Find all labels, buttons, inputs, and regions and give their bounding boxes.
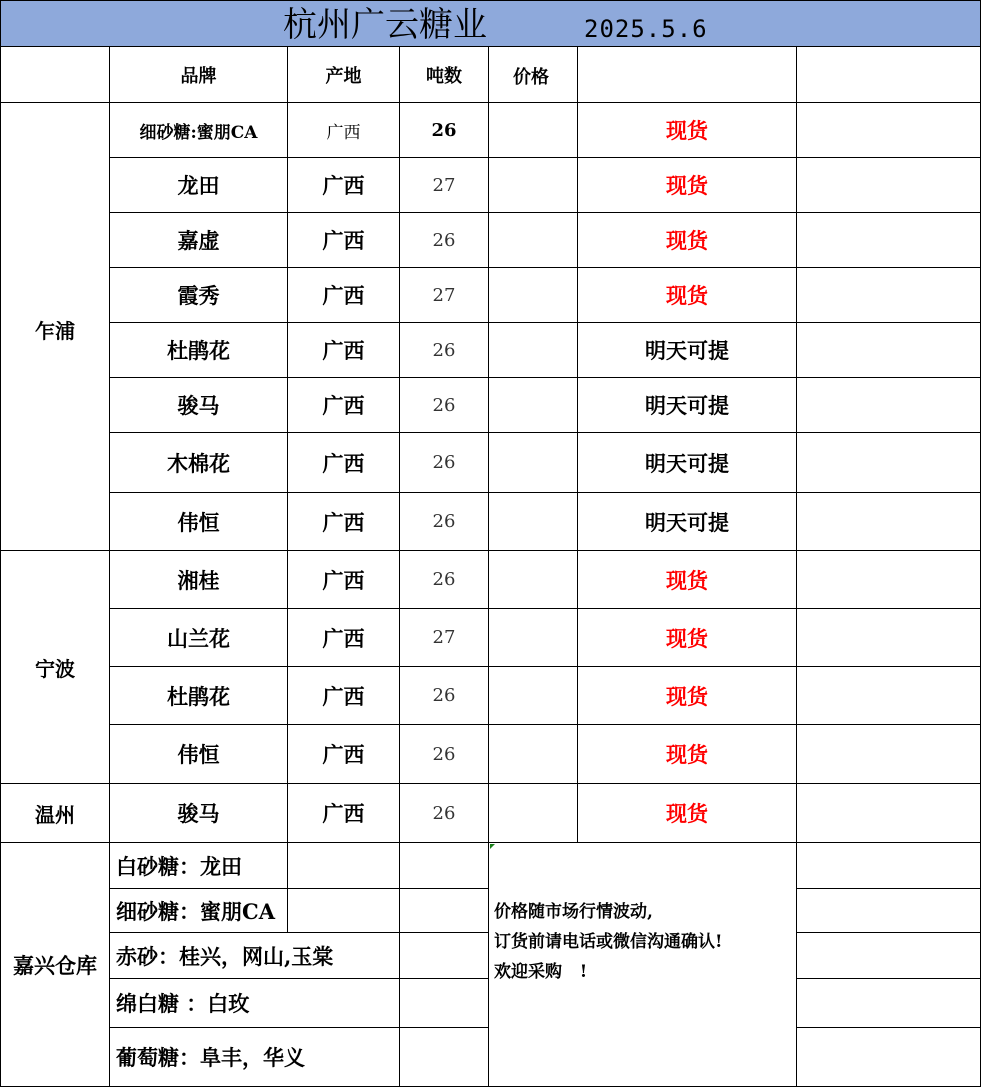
header-blank-cell	[0, 47, 110, 103]
origin-cell: 广西	[288, 667, 400, 725]
origin-cell: 广西	[288, 323, 400, 378]
price-cell	[489, 158, 578, 213]
status-cell: 现货	[578, 551, 797, 609]
status-cell: 现货	[578, 725, 797, 784]
brand-cell: 山兰花	[110, 609, 288, 667]
header-status-cell	[578, 47, 797, 103]
tonnage-cell: 26	[400, 493, 489, 551]
extra-cell	[797, 551, 981, 609]
status-cell: 现货	[578, 213, 797, 268]
warehouse-extra-cell	[797, 1028, 981, 1087]
origin-cell: 广西	[288, 784, 400, 843]
column-header-origin: 产地	[288, 47, 400, 103]
warehouse-item: 细砂糖：蜜朋CA	[110, 889, 288, 933]
brand-cell: 木棉花	[110, 433, 288, 493]
extra-cell	[797, 158, 981, 213]
note-line1: 价格随市场行情波动,	[494, 902, 653, 922]
company-title: 杭州广云糖业	[283, 5, 487, 45]
price-cell	[489, 323, 578, 378]
price-cell	[489, 784, 578, 843]
note-line2: 订货前请电话或微信沟通确认!	[494, 932, 723, 952]
brand-cell: 湘桂	[110, 551, 288, 609]
status-cell: 明天可提	[578, 378, 797, 433]
tonnage-cell: 26	[400, 551, 489, 609]
brand-cell: 伟恒	[110, 725, 288, 784]
origin-cell: 广西	[288, 378, 400, 433]
price-cell	[489, 725, 578, 784]
price-cell	[489, 493, 578, 551]
extra-cell	[797, 725, 981, 784]
warehouse-blank-cell	[400, 889, 489, 933]
note-line3: 欢迎采购 !	[494, 962, 588, 982]
status-cell: 现货	[578, 268, 797, 323]
location-jiaxing: 嘉兴仓库	[0, 843, 110, 1087]
column-header-price: 价格	[489, 47, 578, 103]
tonnage-cell: 26	[400, 667, 489, 725]
status-cell: 明天可提	[578, 493, 797, 551]
price-cell	[489, 103, 578, 158]
warehouse-blank-cell	[400, 843, 489, 889]
origin-cell: 广西	[288, 725, 400, 784]
brand-cell: 杜鹃花	[110, 323, 288, 378]
report-date: 2025.5.6	[584, 15, 708, 43]
location-wenzhou: 温州	[0, 784, 110, 843]
warehouse-blank-cell	[288, 843, 400, 889]
tonnage-cell: 26	[400, 323, 489, 378]
origin-cell: 广西	[288, 433, 400, 493]
extra-cell	[797, 268, 981, 323]
header-extra-cell	[797, 47, 981, 103]
status-cell: 现货	[578, 609, 797, 667]
tonnage-cell: 26	[400, 784, 489, 843]
origin-cell: 广西	[288, 103, 400, 158]
column-header-tonnage: 吨数	[400, 47, 489, 103]
extra-cell	[797, 213, 981, 268]
tonnage-cell: 27	[400, 158, 489, 213]
comment-indicator-icon	[490, 844, 495, 849]
tonnage-cell: 26	[400, 378, 489, 433]
price-cell	[489, 667, 578, 725]
warehouse-item: 白砂糖：龙田	[110, 843, 288, 889]
status-cell: 现货	[578, 667, 797, 725]
warehouse-item: 赤砂：桂兴，网山,玉棠	[110, 933, 400, 979]
title-banner	[0, 0, 981, 47]
location-ningbo: 宁波	[0, 551, 110, 784]
warehouse-extra-cell	[797, 979, 981, 1028]
brand-cell: 嘉虚	[110, 213, 288, 268]
brand-cell: 细砂糖:蜜朋CA	[110, 103, 288, 158]
tonnage-cell: 26	[400, 433, 489, 493]
extra-cell	[797, 433, 981, 493]
tonnage-cell: 26	[400, 725, 489, 784]
origin-cell: 广西	[288, 551, 400, 609]
warehouse-item: 葡萄糖：阜丰，华义	[110, 1028, 400, 1087]
price-cell	[489, 551, 578, 609]
brand-cell: 杜鹃花	[110, 667, 288, 725]
price-note	[489, 843, 797, 1087]
brand-cell: 骏马	[110, 784, 288, 843]
tonnage-cell: 27	[400, 268, 489, 323]
warehouse-blank-cell	[288, 889, 400, 933]
status-cell: 明天可提	[578, 323, 797, 378]
status-cell: 现货	[578, 158, 797, 213]
origin-cell: 广西	[288, 268, 400, 323]
extra-cell	[797, 103, 981, 158]
price-cell	[489, 268, 578, 323]
price-cell	[489, 433, 578, 493]
extra-cell	[797, 784, 981, 843]
status-cell: 明天可提	[578, 433, 797, 493]
origin-cell: 广西	[288, 158, 400, 213]
origin-cell: 广西	[288, 493, 400, 551]
brand-cell: 伟恒	[110, 493, 288, 551]
status-cell: 现货	[578, 784, 797, 843]
brand-cell: 霞秀	[110, 268, 288, 323]
price-cell	[489, 213, 578, 268]
warehouse-blank-cell	[400, 979, 489, 1028]
tonnage-cell: 27	[400, 609, 489, 667]
extra-cell	[797, 667, 981, 725]
brand-cell: 骏马	[110, 378, 288, 433]
status-cell: 现货	[578, 103, 797, 158]
warehouse-blank-cell	[400, 933, 489, 979]
tonnage-cell: 26	[400, 213, 489, 268]
extra-cell	[797, 378, 981, 433]
warehouse-extra-cell	[797, 933, 981, 979]
origin-cell: 广西	[288, 609, 400, 667]
warehouse-extra-cell	[797, 889, 981, 933]
column-header-brand: 品牌	[110, 47, 288, 103]
price-cell	[489, 609, 578, 667]
extra-cell	[797, 323, 981, 378]
warehouse-item: 绵白糖 ：白玫	[110, 979, 400, 1028]
location-zhapu: 乍浦	[0, 103, 110, 551]
price-cell	[489, 378, 578, 433]
extra-cell	[797, 493, 981, 551]
origin-cell: 广西	[288, 213, 400, 268]
brand-cell: 龙田	[110, 158, 288, 213]
tonnage-cell: 26	[400, 103, 489, 158]
warehouse-blank-cell	[400, 1028, 489, 1087]
extra-cell	[797, 609, 981, 667]
warehouse-extra-cell	[797, 843, 981, 889]
